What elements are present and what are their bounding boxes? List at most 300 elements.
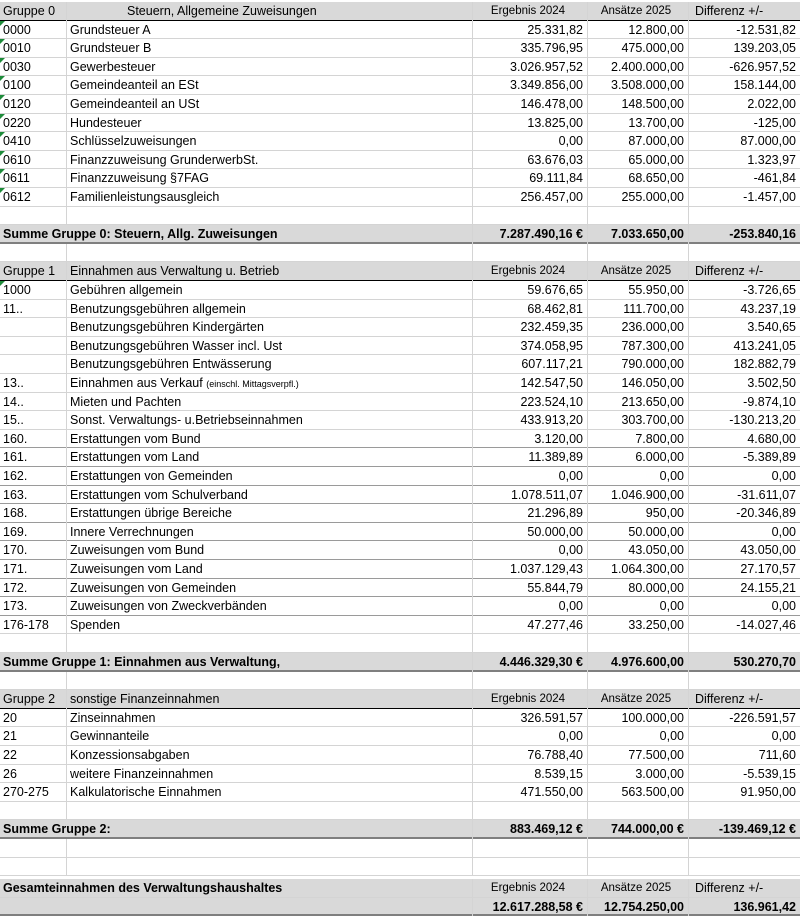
row-code[interactable]: 1000 <box>0 281 67 300</box>
row-ansaetze[interactable]: 148.500,00 <box>588 95 689 114</box>
row-code[interactable]: 172. <box>0 579 67 598</box>
table-row[interactable] <box>0 300 800 319</box>
row-ansaetze[interactable]: 213.650,00 <box>588 393 689 412</box>
row-label[interactable]: Zuweisungen vom Land <box>67 560 473 579</box>
row-label[interactable]: Zuweisungen von Gemeinden <box>67 579 473 598</box>
table-row[interactable] <box>0 709 800 728</box>
table-row[interactable] <box>0 560 800 579</box>
row-differenz[interactable]: 43.237,19 <box>740 301 796 316</box>
row-ergebnis[interactable]: 50.000,00 <box>473 523 588 542</box>
row-differenz[interactable]: 27.170,57 <box>740 562 796 576</box>
row-differenz[interactable]: -1.457,00 <box>743 190 796 204</box>
row-code[interactable]: 20 <box>0 709 67 728</box>
group-0-title[interactable]: Steuern, Allgemeine Zuweisungen <box>67 2 473 21</box>
empty-cell[interactable] <box>67 634 473 653</box>
row-code[interactable]: 169. <box>0 523 67 542</box>
row-ergebnis[interactable]: 232.459,35 <box>473 318 588 337</box>
row-differenz[interactable]: 711,60 <box>758 748 796 762</box>
table-row[interactable] <box>0 504 800 523</box>
col-header-ergebnis[interactable]: Ergebnis 2024 <box>473 879 588 898</box>
empty-cell[interactable] <box>0 672 67 691</box>
row-ergebnis[interactable]: 25.331,82 <box>473 21 588 40</box>
row-label[interactable]: Gewinnanteile <box>67 727 473 746</box>
table-row[interactable] <box>0 281 800 300</box>
cell-comment-marker-icon <box>0 21 5 26</box>
row-code[interactable]: 13.. <box>0 374 67 393</box>
row-differenz[interactable]: 413.241,05 <box>733 338 796 353</box>
empty-cell[interactable] <box>473 672 588 691</box>
group-2-code[interactable]: Gruppe 2 <box>0 690 67 709</box>
group-0-sum-differenz[interactable]: -253.840,16 <box>729 227 796 242</box>
cell-comment-marker-icon <box>0 188 5 193</box>
row-ansaetze[interactable]: 55.950,00 <box>588 281 689 300</box>
row-ansaetze[interactable]: 77.500,00 <box>588 746 689 765</box>
row-label[interactable]: Mieten und Pachten <box>67 393 473 412</box>
row-ergebnis[interactable]: 11.389,89 <box>473 448 588 467</box>
row-code[interactable]: 176-178 <box>0 616 67 635</box>
total-ergebnis[interactable]: 12.617.288,58 € <box>473 898 588 917</box>
col-header-ansaetze[interactable]: Ansätze 2025 <box>588 262 689 281</box>
row-differenz[interactable]: 3.502,50 <box>747 376 796 390</box>
row-ansaetze[interactable]: 12.800,00 <box>588 21 689 40</box>
row-code[interactable]: 0611 <box>0 169 67 188</box>
row-differenz[interactable]: 0,00 <box>771 524 796 539</box>
empty-cell[interactable] <box>689 802 800 821</box>
row-ansaetze[interactable]: 43.050,00 <box>588 541 689 560</box>
empty-cell[interactable] <box>689 634 800 653</box>
row-ergebnis[interactable]: 433.913,20 <box>473 411 588 430</box>
table-row[interactable] <box>0 783 800 802</box>
row-code[interactable]: 15.. <box>0 411 67 430</box>
group-2-sum-ergebnis[interactable]: 883.469,12 € <box>473 820 588 839</box>
table-row[interactable] <box>0 169 800 188</box>
row-code[interactable]: 21 <box>0 727 67 746</box>
row-label[interactable]: Gemeindeanteil an ESt <box>67 76 473 95</box>
row-label[interactable]: Innere Verrechnungen <box>67 523 473 542</box>
row-label[interactable]: Gewerbesteuer <box>67 58 473 77</box>
row-label[interactable]: Grundsteuer A <box>67 21 473 40</box>
row-ergebnis[interactable]: 76.788,40 <box>473 746 588 765</box>
row-label[interactable] <box>67 374 473 393</box>
table-row[interactable] <box>0 597 800 616</box>
cell-comment-marker-icon <box>0 39 5 44</box>
row-ergebnis[interactable]: 335.796,95 <box>473 39 588 58</box>
col-header-differenz[interactable]: Differenz +/- <box>695 881 764 895</box>
empty-cell[interactable] <box>473 858 588 877</box>
row-code[interactable] <box>0 318 67 337</box>
row-ansaetze[interactable]: 1.064.300,00 <box>588 560 689 579</box>
total-label[interactable]: Gesamteinnahmen des Verwaltungshaushaltes <box>0 879 473 898</box>
empty-row[interactable] <box>0 802 800 821</box>
row-label[interactable]: Benutzungsgebühren Kindergärten <box>67 318 473 337</box>
empty-row[interactable] <box>0 672 800 691</box>
row-differenz[interactable]: 139.203,05 <box>733 41 796 56</box>
row-differenz[interactable]: -5.389,89 <box>743 450 796 465</box>
group-2-sum-row[interactable] <box>0 820 800 839</box>
empty-row[interactable] <box>0 207 800 226</box>
total-differenz[interactable]: 136.961,42 <box>733 899 796 914</box>
row-ansaetze[interactable]: 80.000,00 <box>588 579 689 598</box>
table-row[interactable] <box>0 393 800 412</box>
row-ansaetze[interactable]: 100.000,00 <box>588 709 689 728</box>
table-row[interactable] <box>0 467 800 486</box>
row-label[interactable]: Gemeindeanteil an USt <box>67 95 473 114</box>
row-ergebnis[interactable]: 13.825,00 <box>473 114 588 133</box>
group-1-title[interactable]: Einnahmen aus Verwaltung u. Betrieb <box>67 262 473 281</box>
table-row[interactable] <box>0 151 800 170</box>
empty-row[interactable] <box>0 244 800 263</box>
table-row[interactable] <box>0 541 800 560</box>
table-row[interactable] <box>0 132 800 151</box>
table-row[interactable] <box>0 114 800 133</box>
row-label[interactable]: Erstattungen übrige Bereiche <box>67 504 473 523</box>
cell-comment-marker-icon <box>0 169 5 174</box>
empty-cell[interactable] <box>588 244 689 263</box>
empty-cell[interactable] <box>0 898 473 917</box>
row-label[interactable]: Konzessionsabgaben <box>67 746 473 765</box>
row-ergebnis[interactable]: 3.026.957,52 <box>473 58 588 77</box>
row-differenz[interactable]: 87.000,00 <box>740 134 796 149</box>
empty-cell[interactable] <box>588 802 689 821</box>
row-ansaetze[interactable]: 87.000,00 <box>588 132 689 151</box>
empty-cell[interactable] <box>67 207 473 226</box>
table-row[interactable] <box>0 39 800 58</box>
row-label[interactable]: Erstattungen vom Bund <box>67 430 473 449</box>
empty-cell[interactable] <box>0 839 67 858</box>
group-2-title[interactable]: sonstige Finanzeinnahmen <box>67 690 473 709</box>
row-code[interactable]: 168. <box>0 504 67 523</box>
empty-cell[interactable] <box>689 672 800 691</box>
col-header-ansaetze[interactable]: Ansätze 2025 <box>588 690 689 709</box>
row-code[interactable] <box>0 355 67 374</box>
row-label[interactable]: Finanzzuweisung §7FAG <box>67 169 473 188</box>
empty-cell[interactable] <box>588 207 689 226</box>
row-differenz[interactable]: 2.022,00 <box>747 97 796 111</box>
table-row[interactable] <box>0 95 800 114</box>
row-differenz[interactable]: 182.882,79 <box>733 357 796 372</box>
col-header-ansaetze[interactable]: Ansätze 2025 <box>588 879 689 898</box>
row-ansaetze[interactable]: 0,00 <box>588 727 689 746</box>
row-ansaetze[interactable]: 50.000,00 <box>588 523 689 542</box>
table-row[interactable] <box>0 448 800 467</box>
empty-cell[interactable] <box>473 244 588 263</box>
col-header-ergebnis[interactable]: Ergebnis 2024 <box>473 690 588 709</box>
empty-cell[interactable] <box>473 207 588 226</box>
empty-cell[interactable] <box>588 672 689 691</box>
row-ergebnis[interactable]: 8.539,15 <box>473 765 588 784</box>
row-ansaetze[interactable]: 65.000,00 <box>588 151 689 170</box>
empty-cell[interactable] <box>67 672 473 691</box>
row-differenz[interactable]: -125,00 <box>753 115 796 130</box>
row-label-note: (einschl. Mittagsverpfl.) <box>206 379 299 389</box>
row-ergebnis[interactable]: 374.058,95 <box>473 337 588 356</box>
row-ergebnis[interactable]: 1.078.511,07 <box>473 486 588 505</box>
row-ergebnis[interactable]: 21.296,89 <box>473 504 588 523</box>
row-ansaetze[interactable]: 0,00 <box>588 467 689 486</box>
row-ansaetze[interactable]: 2.400.000,00 <box>588 58 689 77</box>
row-differenz[interactable]: -461,84 <box>753 171 796 186</box>
row-ansaetze[interactable]: 950,00 <box>588 504 689 523</box>
table-row[interactable] <box>0 76 800 95</box>
group-1-code[interactable]: Gruppe 1 <box>0 262 67 281</box>
row-label[interactable]: Benutzungsgebühren Wasser incl. Ust <box>67 337 473 356</box>
row-label[interactable]: Finanzzuweisung GrunderwerbSt. <box>67 151 473 170</box>
row-ansaetze[interactable]: 790.000,00 <box>588 355 689 374</box>
table-row[interactable] <box>0 486 800 505</box>
row-code[interactable] <box>0 337 67 356</box>
row-differenz[interactable]: -31.611,07 <box>737 487 796 502</box>
table-row[interactable] <box>0 355 800 374</box>
row-code[interactable]: 26 <box>0 765 67 784</box>
empty-cell[interactable] <box>67 802 473 821</box>
table-row[interactable] <box>0 523 800 542</box>
table-row[interactable] <box>0 58 800 77</box>
group-0-sum-label[interactable]: Summe Gruppe 0: Steuern, Allg. Zuweisungen <box>0 225 473 244</box>
col-header-ergebnis[interactable]: Ergebnis 2024 <box>473 262 588 281</box>
row-label[interactable]: Spenden <box>67 616 473 635</box>
row-label[interactable]: Grundsteuer B <box>67 39 473 58</box>
row-ansaetze[interactable]: 146.050,00 <box>588 374 689 393</box>
row-label[interactable]: Zinseinnahmen <box>67 709 473 728</box>
row-label[interactable]: Benutzungsgebühren allgemein <box>67 300 473 319</box>
cell-comment-marker-icon <box>0 281 5 286</box>
row-code[interactable]: 0410 <box>0 132 67 151</box>
row-label[interactable]: Zuweisungen von Zweckverbänden <box>67 597 473 616</box>
row-ergebnis[interactable]: 326.591,57 <box>473 709 588 728</box>
row-differenz[interactable]: -12.531,82 <box>736 22 796 37</box>
row-label[interactable]: weitere Finanzeinnahmen <box>67 765 473 784</box>
row-differenz[interactable]: 91.950,00 <box>740 785 796 800</box>
cell-comment-marker-icon <box>0 151 5 156</box>
row-ergebnis[interactable]: 142.547,50 <box>473 374 588 393</box>
row-code[interactable]: 0010 <box>0 39 67 58</box>
group-2-sum-label[interactable]: Summe Gruppe 2: <box>0 820 473 839</box>
table-row[interactable] <box>0 616 800 635</box>
row-ergebnis[interactable]: 59.676,65 <box>473 281 588 300</box>
row-differenz[interactable]: 158.144,00 <box>733 78 796 93</box>
col-header-differenz[interactable]: Differenz +/- <box>695 4 764 18</box>
row-differenz[interactable]: -5.539,15 <box>743 766 796 781</box>
row-differenz[interactable]: -14.027,46 <box>736 617 796 632</box>
empty-cell[interactable] <box>0 244 67 263</box>
table-row[interactable] <box>0 337 800 356</box>
row-ergebnis[interactable]: 223.524,10 <box>473 393 588 412</box>
row-label-text: Einnahmen aus Verkauf <box>70 376 203 390</box>
empty-cell[interactable] <box>67 858 473 877</box>
row-code[interactable]: 11.. <box>0 300 67 319</box>
table-row[interactable] <box>0 374 800 393</box>
group-1-sum-ansaetze[interactable]: 4.976.600,00 <box>588 653 689 672</box>
group-2-header-row[interactable] <box>0 690 800 709</box>
empty-row[interactable] <box>0 634 800 653</box>
row-ansaetze[interactable]: 7.800,00 <box>588 430 689 449</box>
table-row[interactable] <box>0 765 800 784</box>
row-differenz[interactable]: 4.680,00 <box>747 431 796 446</box>
row-code[interactable]: 22 <box>0 746 67 765</box>
row-ergebnis[interactable]: 3.349.856,00 <box>473 76 588 95</box>
empty-cell[interactable] <box>689 244 800 263</box>
col-header-differenz[interactable]: Differenz +/- <box>695 264 764 279</box>
empty-cell[interactable] <box>473 839 588 858</box>
empty-cell[interactable] <box>689 839 800 858</box>
row-differenz[interactable]: -130.213,20 <box>729 413 796 428</box>
row-ansaetze[interactable]: 787.300,00 <box>588 337 689 356</box>
row-label[interactable]: Zuweisungen vom Bund <box>67 541 473 560</box>
row-label[interactable]: Sonst. Verwaltungs- u.Betriebseinnahmen <box>67 411 473 430</box>
row-code[interactable]: 0612 <box>0 188 67 207</box>
group-1-sum-row[interactable] <box>0 653 800 672</box>
group-1-sum-ergebnis[interactable]: 4.446.329,30 € <box>473 653 588 672</box>
row-ansaetze[interactable]: 6.000,00 <box>588 448 689 467</box>
empty-cell[interactable] <box>67 839 473 858</box>
row-ergebnis[interactable]: 69.111,84 <box>473 169 588 188</box>
total-ansaetze[interactable]: 12.754.250,00 <box>588 898 689 917</box>
row-label[interactable]: Gebühren allgemein <box>67 281 473 300</box>
row-label[interactable]: Kalkulatorische Einnahmen <box>67 783 473 802</box>
row-ansaetze[interactable]: 111.700,00 <box>588 300 689 319</box>
row-ansaetze[interactable]: 236.000,00 <box>588 318 689 337</box>
table-row[interactable] <box>0 318 800 337</box>
row-ergebnis[interactable]: 146.478,00 <box>473 95 588 114</box>
row-ergebnis[interactable]: 607.117,21 <box>473 355 588 374</box>
row-code[interactable]: 170. <box>0 541 67 560</box>
row-label[interactable]: Erstattungen vom Schulverband <box>67 486 473 505</box>
row-code[interactable]: 171. <box>0 560 67 579</box>
cell-comment-marker-icon <box>0 95 5 100</box>
row-differenz[interactable]: 43.050,00 <box>740 543 796 558</box>
table-row[interactable] <box>0 430 800 449</box>
row-ergebnis[interactable]: 256.457,00 <box>473 188 588 207</box>
row-differenz[interactable]: 1.323,97 <box>747 152 796 167</box>
row-ansaetze[interactable]: 3.508.000,00 <box>588 76 689 95</box>
empty-cell[interactable] <box>473 802 588 821</box>
row-ansaetze[interactable]: 563.500,00 <box>588 783 689 802</box>
group-0-code[interactable]: Gruppe 0 <box>0 2 67 21</box>
row-differenz[interactable]: 24.155,21 <box>740 580 796 595</box>
empty-cell[interactable] <box>0 207 67 226</box>
row-code[interactable]: 161. <box>0 448 67 467</box>
row-differenz[interactable]: -9.874,10 <box>743 394 796 409</box>
row-label[interactable]: Erstattungen von Gemeinden <box>67 467 473 486</box>
row-code[interactable]: 0100 <box>0 76 67 95</box>
row-label[interactable]: Schlüsselzuweisungen <box>67 132 473 151</box>
row-ergebnis[interactable]: 471.550,00 <box>473 783 588 802</box>
row-ergebnis[interactable]: 0,00 <box>473 541 588 560</box>
empty-cell[interactable] <box>588 634 689 653</box>
row-ansaetze[interactable]: 1.046.900,00 <box>588 486 689 505</box>
row-ansaetze[interactable]: 68.650,00 <box>588 169 689 188</box>
row-differenz[interactable]: 0,00 <box>771 729 796 744</box>
group-2-sum-ansaetze[interactable]: 744.000,00 € <box>588 820 689 839</box>
table-row[interactable] <box>0 579 800 598</box>
row-ergebnis[interactable]: 0,00 <box>473 132 588 151</box>
total-header-row[interactable] <box>0 879 800 898</box>
row-differenz[interactable]: -3.726,65 <box>743 283 796 297</box>
row-differenz[interactable]: -20.346,89 <box>736 506 796 521</box>
row-code[interactable]: 173. <box>0 597 67 616</box>
row-code[interactable]: 163. <box>0 486 67 505</box>
row-differenz[interactable]: -626.957,52 <box>729 59 796 74</box>
empty-cell[interactable] <box>689 858 800 877</box>
empty-cell[interactable] <box>588 858 689 877</box>
row-ergebnis[interactable]: 68.462,81 <box>473 300 588 319</box>
table-row[interactable] <box>0 188 800 207</box>
row-ergebnis[interactable]: 0,00 <box>473 597 588 616</box>
table-row[interactable] <box>0 727 800 746</box>
row-ergebnis[interactable]: 63.676,03 <box>473 151 588 170</box>
col-header-ansaetze[interactable]: Ansätze 2025 <box>588 2 689 21</box>
empty-cell[interactable] <box>0 634 67 653</box>
row-code[interactable]: 0120 <box>0 95 67 114</box>
empty-row[interactable] <box>0 858 800 877</box>
row-code[interactable]: 162. <box>0 467 67 486</box>
group-1-sum-differenz[interactable]: 530.270,70 <box>733 655 796 669</box>
row-label[interactable]: Benutzungsgebühren Entwässerung <box>67 355 473 374</box>
table-row[interactable] <box>0 21 800 40</box>
row-ergebnis[interactable]: 0,00 <box>473 727 588 746</box>
row-differenz[interactable]: 0,00 <box>771 469 796 483</box>
row-differenz[interactable]: 3.540,65 <box>747 320 796 335</box>
col-header-ergebnis[interactable]: Ergebnis 2024 <box>473 2 588 21</box>
row-differenz[interactable]: -226.591,57 <box>729 710 796 725</box>
row-ansaetze[interactable]: 475.000,00 <box>588 39 689 58</box>
row-ansaetze[interactable]: 33.250,00 <box>588 616 689 635</box>
row-label[interactable]: Erstattungen vom Land <box>67 448 473 467</box>
group-0-sum-ergebnis[interactable]: 7.287.490,16 € <box>473 225 588 244</box>
total-values-row[interactable] <box>0 898 800 917</box>
row-code[interactable]: 0030 <box>0 58 67 77</box>
empty-cell[interactable] <box>588 839 689 858</box>
group-0-sum-ansaetze[interactable]: 7.033.650,00 <box>588 225 689 244</box>
empty-cell[interactable] <box>0 802 67 821</box>
group-1-sum-label[interactable]: Summe Gruppe 1: Einnahmen aus Verwaltung, <box>0 653 473 672</box>
row-ansaetze[interactable]: 303.700,00 <box>588 411 689 430</box>
row-ergebnis[interactable]: 3.120,00 <box>473 430 588 449</box>
empty-cell[interactable] <box>473 634 588 653</box>
group-1-header-row[interactable] <box>0 262 800 281</box>
row-ansaetze[interactable]: 3.000,00 <box>588 765 689 784</box>
group-2-sum-differenz[interactable]: -139.469,12 € <box>718 822 796 837</box>
row-code[interactable]: 270-275 <box>0 783 67 802</box>
group-0-sum-row[interactable] <box>0 225 800 244</box>
row-code[interactable]: 0000 <box>0 21 67 40</box>
row-ergebnis[interactable]: 47.277,46 <box>473 616 588 635</box>
empty-cell[interactable] <box>689 207 800 226</box>
table-row[interactable] <box>0 411 800 430</box>
empty-cell[interactable] <box>0 858 67 877</box>
row-code[interactable]: 0220 <box>0 114 67 133</box>
row-code[interactable]: 160. <box>0 430 67 449</box>
row-label[interactable]: Familienleistungsausgleich <box>67 188 473 207</box>
row-ergebnis[interactable]: 1.037.129,43 <box>473 560 588 579</box>
row-ansaetze[interactable]: 13.700,00 <box>588 114 689 133</box>
row-ergebnis[interactable]: 55.844,79 <box>473 579 588 598</box>
cell-comment-marker-icon <box>0 132 5 137</box>
col-header-differenz[interactable]: Differenz +/- <box>695 692 764 707</box>
row-code[interactable]: 14.. <box>0 393 67 412</box>
row-ansaetze[interactable]: 255.000,00 <box>588 188 689 207</box>
empty-cell[interactable] <box>67 244 473 263</box>
row-ergebnis[interactable]: 0,00 <box>473 467 588 486</box>
empty-row[interactable] <box>0 839 800 858</box>
group-0-header-row[interactable] <box>0 2 800 21</box>
row-ansaetze[interactable]: 0,00 <box>588 597 689 616</box>
row-differenz[interactable]: 0,00 <box>771 599 796 614</box>
cell-comment-marker-icon <box>0 76 5 81</box>
row-label[interactable]: Hundesteuer <box>67 114 473 133</box>
table-row[interactable] <box>0 746 800 765</box>
row-code[interactable]: 0610 <box>0 151 67 170</box>
